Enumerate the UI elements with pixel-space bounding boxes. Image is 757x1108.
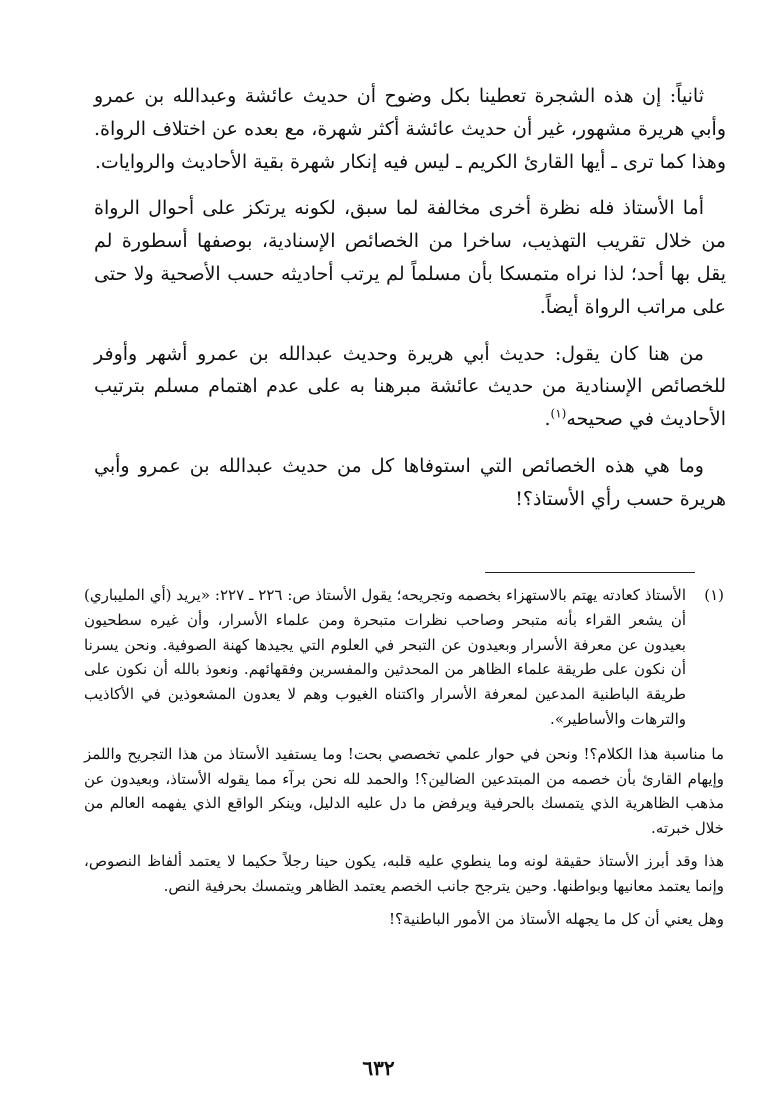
main-text bbox=[94, 80, 726, 530]
page-number: ٦٣٢ bbox=[362, 1056, 395, 1080]
paragraph-4: وما هي هذه الخصائص التي استوفاها كل من حديث عبدالله بن عمرو وأبي هريرة حسب رأي الأستاذ؟! bbox=[94, 454, 726, 510]
paragraph-3-text: من هنا كان يقول: حديث أبي هريرة وحديث عبدالله بن عمرو أشهر وأوفر للخصائص الإسنادية من حديث عائشة مبرهنا به على عدم اهتمام مسلم بترتيب الأحاديث في صحيحه bbox=[94, 342, 726, 431]
footnote-reference: (١) bbox=[550, 406, 567, 421]
paragraph-3: من هنا كان يقول: حديث أبي هريرة وحديث عبدالله بن عمرو أشهر وأوفر للخصائص الإسنادية من حديث عائشة مبرهنا به على عدم اهتمام مسلم بترتيب الأحاديث في صحيحه$^{(١)}$. bbox=[94, 342, 726, 431]
footnote-text-3: هذا وقد أبرز الأستاذ حقيقة لونه وما ينطوي عليه قلبه، يكون حينا رجلاً حكيما لا يعتمد ألفاظ النصوص، وإنما يعتمد معانيها وبواطنها. وحين يترجح جانب الخصم يعتمد الظاهر ويتمسك بحرفية النص. bbox=[84, 851, 724, 895]
footnote-separator bbox=[485, 572, 695, 573]
footnote-text-4: وهل يعني أن كل ما يجهله الأستاذ من الأمور الباطنية؟! bbox=[388, 909, 724, 928]
footnote-1 bbox=[84, 583, 724, 732]
footnotes bbox=[84, 583, 724, 939]
footnote-text-2: ما مناسبة هذا الكلام؟! ونحن في حوار علمي تخصصي بحت! وما يستفيد الأستاذ من هذا التجريح واللمز وإيهام القارئ بأن خصمه من المبتدعين الضالين؟! والحمد لله نحن برآء مما يقوله الأستاذ، وبعيدون عن مذهب الظاهرية الذي يتمسك بالحرفية ويرفض ما دل عليه الدليل، وينكر الواقع الذي يفهمه العالم من خلال خبرته. bbox=[84, 744, 724, 838]
footnote-number: (١) bbox=[704, 586, 724, 604]
paragraph-1: ثانياً: إن هذه الشجرة تعطينا بكل وضوح أن حديث عائشة وعبدالله بن عمرو وأبي هريرة مشهور، غير أن حديث عائشة أكثر شهرة، مع بعده عن اختلاف الرواة. وهذا كما ترى ـ أيها القارئ الكريم ـ ليس فيه إنكار شهرة بقية الأحاديث والروايات. bbox=[94, 85, 726, 173]
footnote-text-1: الأستاذ كعادته يهتم بالاستهزاء بخصمه وتجريحه؛ يقول الأستاذ ص: ٢٢٦ ـ ٢٢٧: «يريد (أي المليباري) أن يشعر القراء بأنه متبحر وصاحب نظرات متبحرة ومن علماء الأسرار، وأن غيره سطحيون بعيدون عن معرفة الأسرار وبعيدون عن التبحر في العلوم التي يجيدها كهنة الصوفية. ونحن يسرنا أن نكون على طريقة علماء الظاهر من المحدثين والمفسرين وفقهائهم. ونعوذ بالله أن نكون على طريقة الباطنية المدعين لمعرفة الأسرار واكتناه الغيوب وهم لا يعدون المشعوذين في الأكاذيب والترهات والأساطير». bbox=[84, 586, 686, 728]
paragraph-2: أما الأستاذ فله نظرة أخرى مخالفة لما سبق، لكونه يرتكز على أحوال الرواة من خلال تقريب التهذيب، ساخرا من الخصائص الإسنادية، بوصفها أسطورة لم يقل بها أحد؛ لذا نراه متمسكا بأن مسلماً لم يرتب أحاديثه حسب الأصحية ولا حتى على مراتب الرواة أيضاً. bbox=[94, 197, 726, 318]
